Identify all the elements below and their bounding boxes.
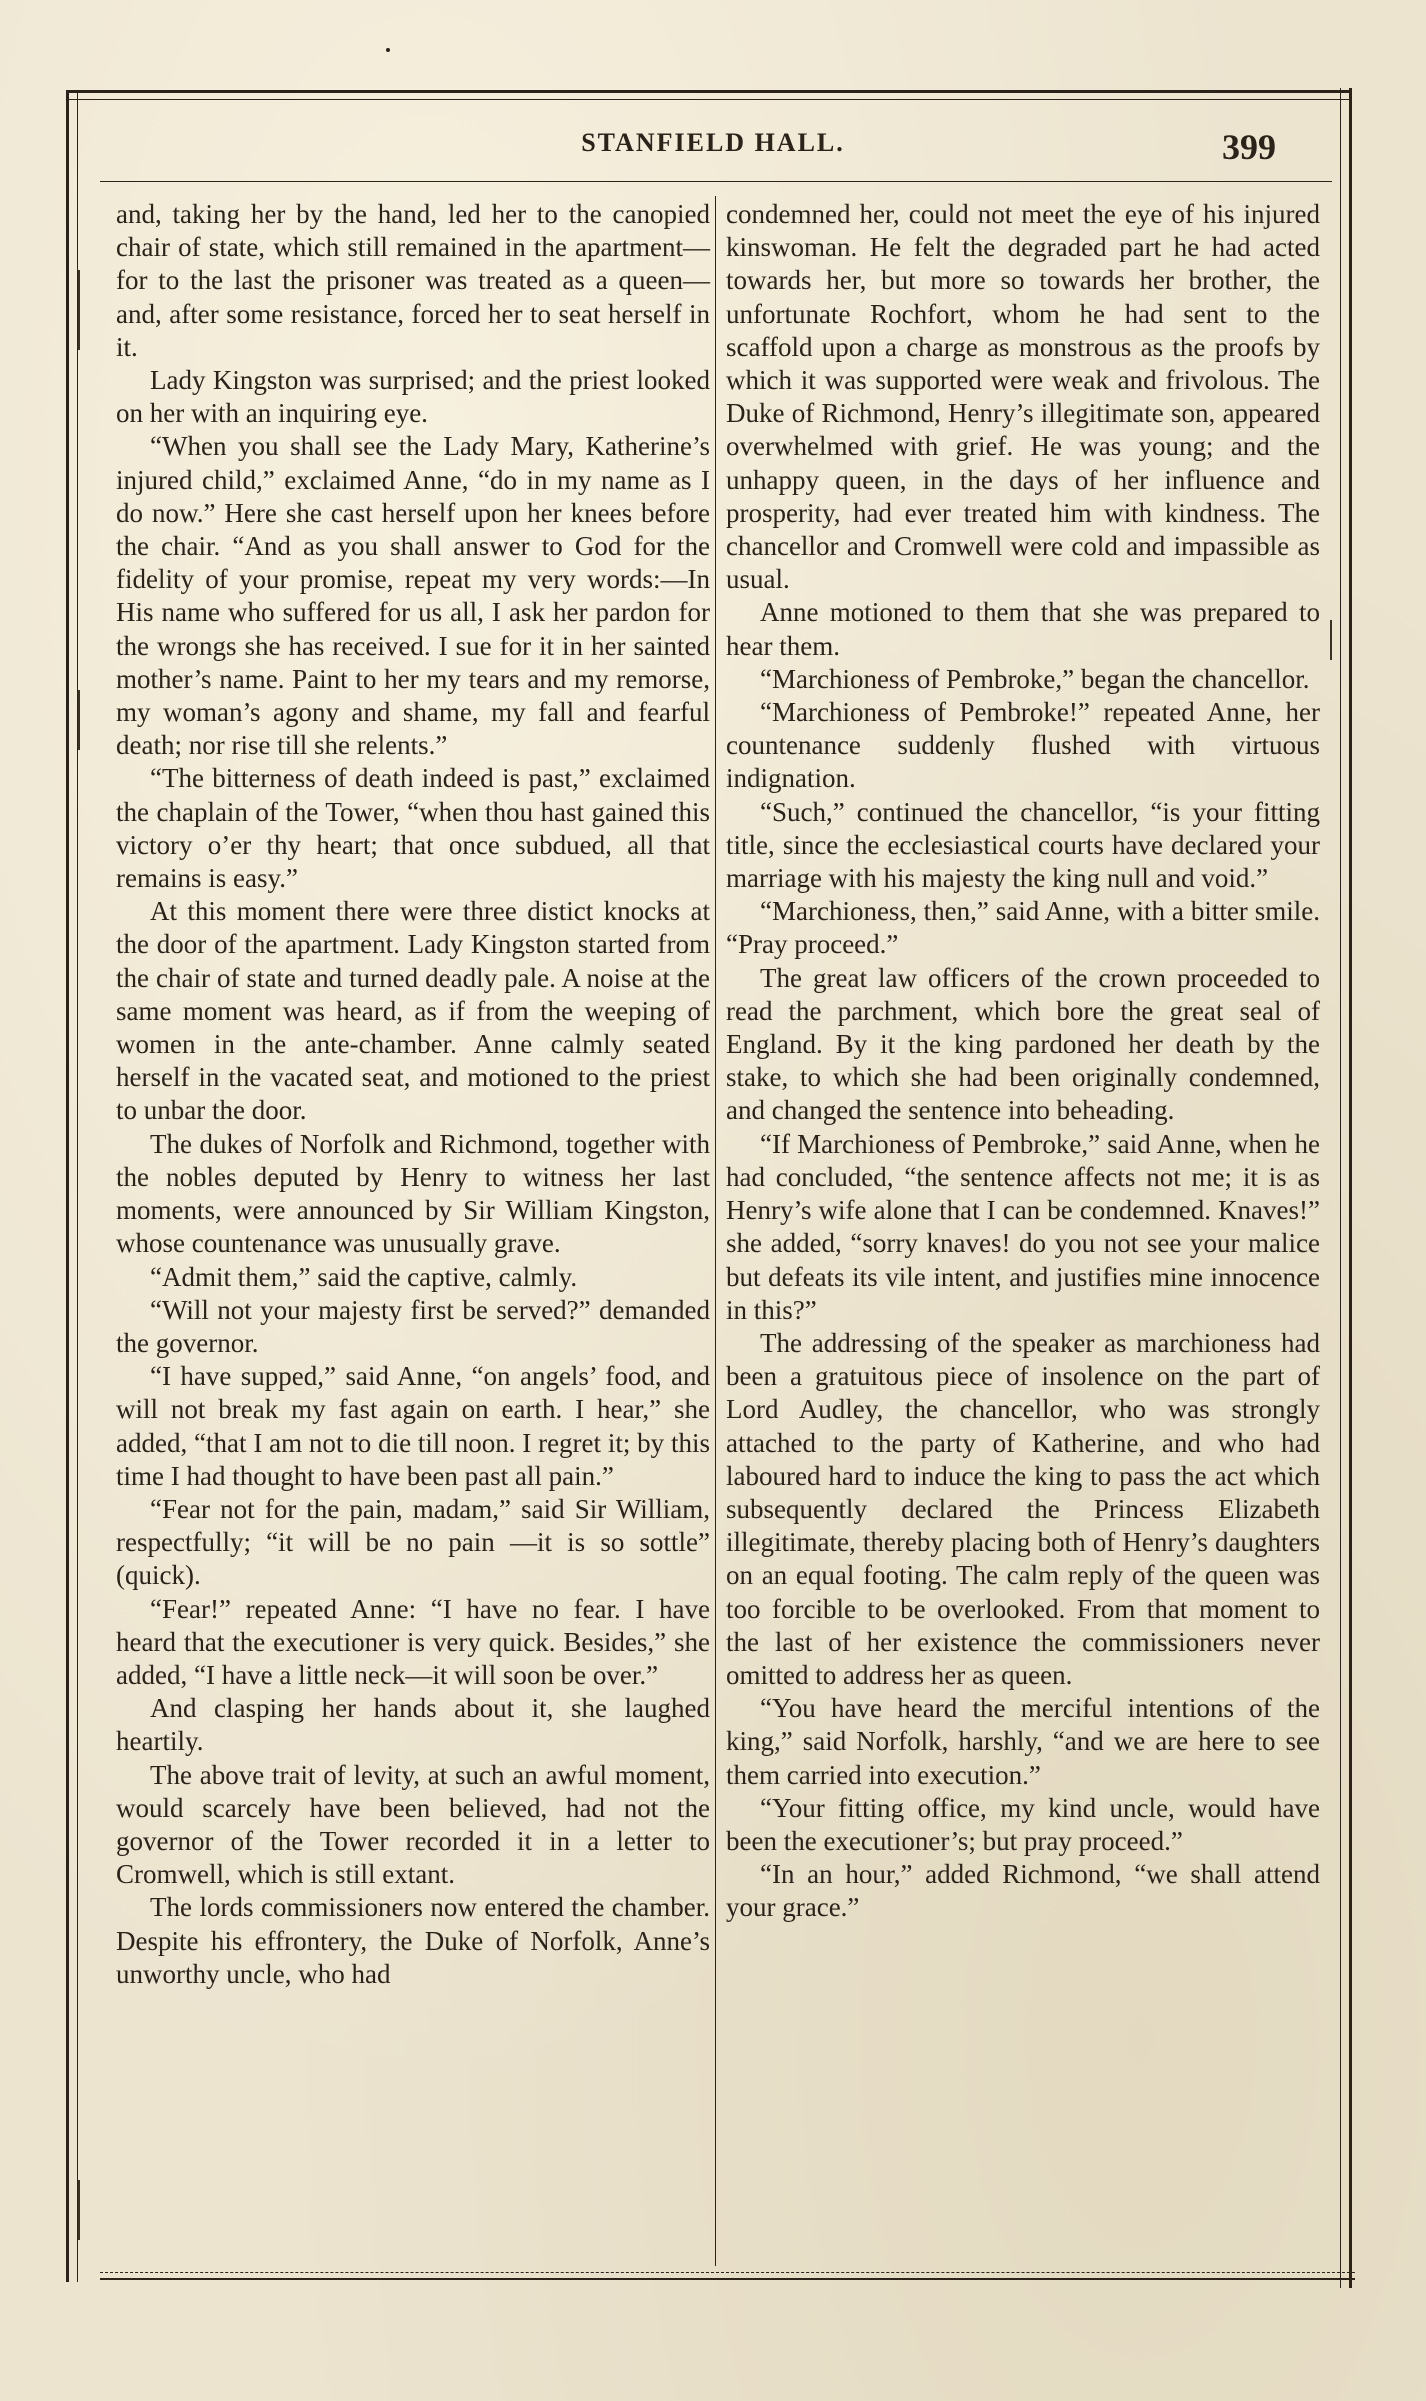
paragraph: “Marchioness, then,” said Anne, with a bitter smile. “Pray proceed.” — [726, 896, 1320, 960]
paragraph: “If Marchioness of Pembroke,” said Anne, when he had concluded, “the sentence affects not me; it is as Henry’s wife alone that I can be condemned. Knaves!” she added, “sorry knaves! do you not see your malice but defeats its vile intent, and justifies mine innocence in this?” — [726, 1128, 1320, 1325]
paragraph: “Admit them,” said the captive, calmly. — [150, 1261, 578, 1292]
border-top — [66, 90, 1351, 100]
paragraph: “Marchioness of Pembroke!” repeated Anne, her countenance suddenly flushed with virtuous indignation. — [726, 697, 1320, 794]
running-title: STANFIELD HALL. — [581, 128, 845, 157]
paragraph: The above trait of levity, at such an awful moment, would scarcely have been believed, had not the governor of the Tower recorded it in a letter to Cromwell, which is still extant. — [116, 1759, 710, 1890]
border-left — [66, 92, 78, 2282]
paragraph: condemned her, could not meet the eye of his injured kinswoman. He felt the degraded part he had acted towards her, but more so towards her brother, the unfortunate Rochfort, whom he had sent to the scaffold upon a charge as monstrous as the proofs by which it was supported were weak and frivolous. The Duke of Richmond, Henry’s illegitimate son, appeared overwhelmed with grief. He was young; and the unhappy queen, in the days of her influence and prosperity, had ever treated him with kindness. The chancellor and Cromwell were cold and impassible as usual. — [726, 199, 1320, 595]
paragraph: “Fear not for the pain, madam,” said Sir William, respectfully; “it will be no pain —it is so sottle” (quick). — [116, 1493, 710, 1591]
header-rule — [100, 181, 1332, 182]
paragraph: The dukes of Norfolk and Richmond, together with the nobles deputed by Henry to witness her last moments, were announced by Sir William Kingston, whose countenance was unusually grave. — [116, 1128, 710, 1259]
border-bottom — [100, 2272, 1355, 2280]
paragraph: “Will not your majesty first be served?” demanded the governor. — [116, 1294, 710, 1358]
margin-mark — [78, 2180, 80, 2240]
paragraph: “Your fitting office, my kind uncle, would have been the executioner’s; but pray proceed.” — [726, 1792, 1320, 1856]
paragraph: “When you shall see the Lady Mary, Katherine’s injured child,” exclaimed Anne, “do in my name as I do now.” Here she cast herself upon her knees before the chair. “And as you shall answer to God for the fidelity of your promise, repeat my very words:—In His name who suffered for us all, I ask her pardon for the wrongs she has received. I sue for it in her sainted mother’s name. Paint to her my tears and my remorse, my woman’s agony and shame, my fall and fearful death; nor rise till she relents.” — [116, 431, 710, 761]
paragraph: Lady Kingston was surprised; and the priest looked on her with an inquiring eye. — [116, 365, 710, 429]
paragraph: And clasping her hands about it, she laughed heartily. — [116, 1693, 710, 1757]
paragraph: “The bitterness of death indeed is past,” exclaimed the chaplain of the Tower, “when thou hast gained this victory o’er thy heart; that once subdued, all that remains is easy.” — [116, 763, 710, 894]
paragraph: The addressing of the speaker as marchioness had been a gratuitous piece of insolence on the part of Lord Audley, the chancellor, who was strongly attached to the party of Katherine, and who had laboured hard to induce the king to pass the act which subsequently declared the Princess Elizabeth illegitimate, thereby placing both of Henry’s daughters on an equal footing. The calm reply of the queen was too forcible to be overlooked. From that moment to the last of her existence the commissioners never omitted to address her as queen. — [726, 1327, 1320, 1690]
ink-speck — [386, 48, 390, 52]
left-column — [116, 198, 710, 1991]
paragraph: “I have supped,” said Anne, “on angels’ food, and will not break my fast again on earth. I hear,” she added, “that I am not to die till noon. I regret it; by this time I had thought to have been past all pain.” — [116, 1361, 710, 1491]
margin-mark — [78, 690, 80, 750]
paragraph: The lords commissioners now entered the chamber. Despite his effrontery, the Duke of Norfolk, Anne’s unworthy uncle, who had — [116, 1892, 710, 1989]
paragraph: “Marchioness of Pembroke,” began the chancellor. — [760, 663, 1310, 694]
paragraph: The great law officers of the crown proceeded to read the parchment, which bore the great seal of England. By it the king pardoned her death by the stake, to which she had been originally condemned, and changed the sentence into beheading. — [726, 962, 1320, 1126]
margin-mark — [1330, 620, 1332, 660]
margin-mark — [78, 270, 80, 350]
border-right — [1340, 88, 1352, 2288]
column-divider — [715, 196, 716, 2266]
paragraph: “You have heard the merciful intentions of the king,” said Norfolk, harshly, “and we are here to see them carried into execution.” — [726, 1693, 1320, 1790]
paragraph: and, taking her by the hand, led her to the canopied chair of state, which still remained in the apartment—for to the last the prisoner was treated as a queen—and, after some resistance, forced her to seat herself in it. — [116, 199, 710, 362]
paragraph: “Fear!” repeated Anne: “I have no fear. I have heard that the executioner is very quick. Besides,” she added, “I have a little neck—it will soon be over.” — [116, 1593, 710, 1690]
paragraph: Anne motioned to them that she was prepared to hear them. — [726, 597, 1320, 661]
paragraph: “Such,” continued the chancellor, “is your fitting title, since the ecclesiastical courts have declared your marriage with his majesty the king null and void.” — [726, 796, 1320, 894]
page-number: 399 — [1222, 127, 1276, 167]
right-column — [726, 198, 1320, 1925]
paragraph: “In an hour,” added Richmond, “we shall attend your grace.” — [726, 1859, 1320, 1923]
paragraph: At this moment there were three distict knocks at the door of the apartment. Lady Kingston started from the chair of state and turned deadly pale. A noise at the same moment was heard, as if from the weeping of women in the ante-chamber. Anne calmly seated herself in the vacated seat, and motioned to the priest to unbar the door. — [116, 896, 710, 1126]
